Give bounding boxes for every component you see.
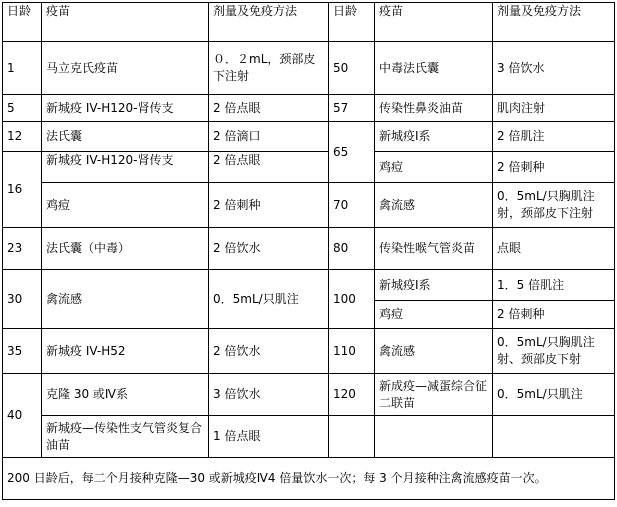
vaccine-cell: 鸡痘 <box>42 183 209 228</box>
empty-cell <box>329 416 375 458</box>
header-day-left: 日龄 <box>3 3 42 42</box>
method-cell: 1 倍点眼 <box>209 416 329 458</box>
method-cell: 2 倍肌注 <box>493 122 615 152</box>
method-cell: 2 倍刺种 <box>493 301 615 329</box>
vaccine-cell: 传染性鼻炎油苗 <box>375 95 493 122</box>
table-row <box>3 374 615 416</box>
vaccine-cell: 禽流感 <box>42 270 209 329</box>
method-cell: 2 倍刺种 <box>209 183 329 228</box>
vaccine-cell: 新城疫Ⅰ系 <box>375 122 493 152</box>
day-cell: 5 <box>3 95 42 122</box>
method-cell: 0．5mL/只胸肌注射、颈部皮下射 <box>493 329 615 374</box>
table-row <box>3 270 615 301</box>
day-cell: 23 <box>3 228 42 270</box>
header-vaccine-right: 疫苗 <box>375 3 493 42</box>
method-cell: 2 倍饮水 <box>209 329 329 374</box>
header-method-left: 剂量及免疫方法 <box>209 3 329 42</box>
day-cell: 35 <box>3 329 42 374</box>
vaccine-cell: 传染性喉气管炎苗 <box>375 228 493 270</box>
vaccine-cell: 法氏囊（中毒） <box>42 228 209 270</box>
method-cell: 2 倍点眼 <box>209 95 329 122</box>
method-cell: 0．5mL/只胸肌注射，颈部皮下注射 <box>493 183 615 228</box>
day-cell: 70 <box>329 183 375 228</box>
vaccine-cell: 新城疫 IV-H120-肾传支 <box>42 152 209 183</box>
table-row <box>3 228 615 270</box>
day-cell: 120 <box>329 374 375 416</box>
vaccine-cell: 新成疫—减蛋综合征二联苗 <box>375 374 493 416</box>
method-cell: 0．5mL/只肌注 <box>493 374 615 416</box>
day-cell: 65 <box>329 122 375 183</box>
header-row <box>3 3 615 42</box>
method-cell: 3 倍饮水 <box>493 42 615 95</box>
method-cell: 3 倍饮水 <box>209 374 329 416</box>
vaccine-cell: 新城疫 IV-H52 <box>42 329 209 374</box>
vaccination-schedule-table <box>2 2 615 500</box>
method-cell: 肌肉注射 <box>493 95 615 122</box>
day-cell: 30 <box>3 270 42 329</box>
method-cell: 2 倍滴口 <box>209 122 329 152</box>
day-cell: 40 <box>3 374 42 458</box>
table-row <box>3 416 615 458</box>
vaccine-cell: 鸡痘 <box>375 301 493 329</box>
table-row <box>3 183 615 228</box>
method-cell: 2 倍点眼 <box>209 152 329 183</box>
empty-cell <box>375 416 493 458</box>
vaccine-cell: 禽流感 <box>375 183 493 228</box>
day-cell: 110 <box>329 329 375 374</box>
method-cell: 1．5 倍肌注 <box>493 270 615 301</box>
table-row <box>3 152 615 183</box>
table-row <box>3 122 615 152</box>
footer-row <box>3 458 615 500</box>
day-cell: 50 <box>329 42 375 95</box>
method-cell: 2 倍饮水 <box>209 228 329 270</box>
vaccine-cell: 中毒法氏囊 <box>375 42 493 95</box>
day-cell: 100 <box>329 270 375 329</box>
header-method-right: 剂量及免疫方法 <box>493 3 615 42</box>
method-cell: 2 倍刺种 <box>493 152 615 183</box>
table-row <box>3 42 615 95</box>
vaccine-cell: 新城疫 IV-H120-肾传支 <box>42 95 209 122</box>
empty-cell <box>493 416 615 458</box>
table-row <box>3 95 615 122</box>
day-cell: 16 <box>3 152 42 228</box>
vaccine-cell: 新城疫Ⅰ系 <box>375 270 493 301</box>
vaccine-cell: 克隆 30 或Ⅳ系 <box>42 374 209 416</box>
vaccine-cell: 马立克氏疫苗 <box>42 42 209 95</box>
vaccine-cell: 禽流感 <box>375 329 493 374</box>
method-cell: 0．5mL/只肌注 <box>209 270 329 329</box>
day-cell: 1 <box>3 42 42 95</box>
header-day-right: 日龄 <box>329 3 375 42</box>
vaccine-cell: 法氏囊 <box>42 122 209 152</box>
footer-note: 200 日龄后，每二个月接种克隆—30 或新城疫Ⅳ4 倍量饮水一次；每 3 个月接种注禽流感疫苗一次。 <box>3 458 615 500</box>
day-cell: 57 <box>329 95 375 122</box>
header-vaccine-left: 疫苗 <box>42 3 209 42</box>
vaccine-cell: 新城疫—传染性支气管炎复合油苗 <box>42 416 209 458</box>
day-cell: 80 <box>329 228 375 270</box>
table-row <box>3 329 615 374</box>
day-cell: 12 <box>3 122 42 152</box>
method-cell: ０．２mL，颈部皮下注射 <box>209 42 329 95</box>
method-cell: 点眼 <box>493 228 615 270</box>
vaccine-cell: 鸡痘 <box>375 152 493 183</box>
